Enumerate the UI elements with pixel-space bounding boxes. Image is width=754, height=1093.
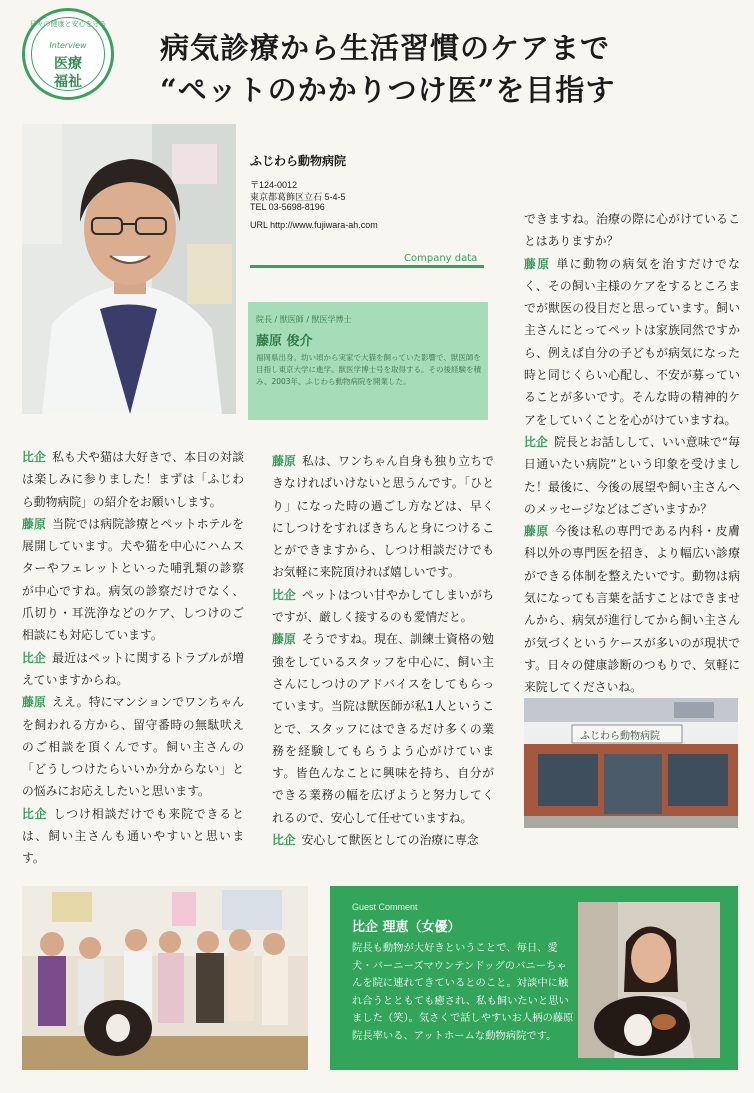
dialogue-paragraph (22, 691, 244, 802)
speaker-label: 比企 (22, 650, 47, 665)
clinic-address: 東京都葛飾区立石 5-4-5 (250, 192, 346, 202)
speaker-label: 藤原 (22, 695, 47, 710)
speaker-label: 比企 (524, 434, 549, 449)
dialogue-paragraph (22, 446, 244, 513)
dialogue-text: ええ。特にマンションでワンちゃんを飼われる方から、留守番時の無駄吠えのご相談を頂くんです。飼い主さんの「どうしつけたらいいか分からない」との悩みにお応えしたいと思います。 (22, 695, 244, 799)
speaker-label: 比企 (22, 806, 48, 821)
section-badge (22, 8, 114, 100)
clinic-url: URL http://www.fujiwara-ah.com (250, 220, 378, 230)
speaker-label: 藤原 (524, 256, 551, 271)
headline-line1: 病気診療から生活習慣のケアまで (160, 31, 611, 65)
clinic-phone: TEL 03-5698-8196 (250, 202, 325, 212)
dialogue-text: 安心して獣医としての治療に専念 (301, 833, 479, 848)
badge-ring-text: 日々の健康と安心を守る (29, 20, 107, 28)
dialogue-text: 院長とお話しして、いい意味で“毎日通いたい病院”という印象を受けました！最後に、今後の展望や飼い主さんへのメッセージなどはございますか？ (524, 434, 740, 516)
dialogue-text: しつけ相談だけでも来院できるとは、飼い主さんも通いやすいと思います。 (22, 806, 244, 866)
headline-line2: “ペットのかかりつけ医”を目指す (160, 73, 616, 107)
dialogue-text: 今後は私の専門である内科・皮膚科以外の専門医を招き、より幅広い診療ができる体制を整えたいです。動物は病気になっても言葉を話すことはできませんから、病気が進行してから飼い主さんが気づくというケースが多いのが現状です。日々の健康診断のつもりで、気軽に来院してくださいね。 (524, 524, 740, 695)
dialogue-paragraph (524, 253, 740, 431)
clinic-name: ふじわら動物病院 (250, 154, 347, 168)
speaker-label: 藤原 (272, 632, 297, 647)
dialogue-paragraph (22, 513, 244, 647)
dialogue-text: ペットはつい甘やかしてしまいがちですが、厳しく接するのも愛情だと。 (272, 587, 494, 625)
dialogue-text: 当院では病院診療とペットホテルを展開しています。犬や猫を中心にハムスターやフェレットといった哺乳類の診察が中心ですね。病気の診察だけでなく、爪切り・耳洗浄などのケア、しつけのご相談にも対応しています。 (22, 516, 244, 643)
dialogue-paragraph (524, 431, 740, 520)
staff-group-photo (22, 886, 308, 1070)
dialogue-paragraph (524, 208, 740, 253)
dialogue-paragraph (22, 647, 244, 692)
company-data-divider (250, 265, 484, 268)
doctor-title: 院長 / 獣医師 / 獣医学博士 (256, 315, 352, 324)
badge-line1: 医療 (54, 56, 82, 72)
dialogue-paragraph (524, 520, 740, 698)
guest-name: 比企 理恵（女優） (352, 920, 461, 935)
badge-line2: 福祉 (54, 74, 82, 90)
dialogue-text: 最近はペットに関するトラブルが増えていますからね。 (22, 650, 244, 687)
interview-column-3 (524, 208, 740, 699)
dialogue-text: そうですね。現在、訓練士資格の勉強をしているスタッフを中心に、飼い主さんにしつけのアドバイスをしてもらっています。当院は獣医師が私1人ということで、スタッフにはできるだけ多くの業務を経験してもらうよう心がけています。皆色んなことに興味を持ち、自分ができる業務の幅を広げようと努力してくれるので、安心して任せていますね。 (272, 632, 494, 825)
doctor-bio: 福岡県出身。幼い頃から実家で大猫を飼っていた影響で、獣医師を目指し東京大学に進学。獣医学博士号を取得する。その後経験を積み、2003年、ふじわら動物病院を開業した。 (256, 353, 481, 386)
dialogue-paragraph (272, 628, 494, 829)
dialogue-text: できますね。治療の際に心がけていることはありますか？ (524, 212, 740, 249)
company-data-label: Company data (404, 253, 478, 264)
dialogue-paragraph (272, 450, 494, 584)
speaker-label: 比企 (272, 587, 297, 602)
interview-column-2 (272, 450, 494, 851)
doctor-profile-box (248, 302, 488, 420)
dialogue-text: 私も犬や猫は大好きで、本日の対談は楽しみに参りました！まずは「ふじわら動物病院」の紹介をお願いします。 (22, 450, 244, 509)
guest-photo (578, 902, 720, 1058)
badge-interview-label: Interview (49, 41, 87, 50)
speaker-label: 比企 (22, 450, 47, 464)
dialogue-paragraph (272, 584, 494, 629)
guest-comment-label: Guest Comment (352, 902, 418, 912)
clinic-sign: ふじわら動物病院 (580, 731, 660, 742)
speaker-label: 比企 (272, 833, 296, 848)
speaker-label: 藤原 (524, 524, 549, 539)
dialogue-text: 私は、ワンちゃん自身も独り立ちできなければいけないと思うんです。「ひとり」になった時の過ごし方などは、早くにしつけをすればきちんと身につけることができますから、しつけ相談だけでもお気軽に来院頂ければ嬉しいです。 (272, 454, 494, 580)
clinic-exterior-photo (524, 698, 738, 828)
doctor-photo (22, 124, 236, 414)
dialogue-paragraph (22, 803, 244, 870)
dialogue-paragraph (272, 829, 494, 851)
doctor-name: 藤原 俊介 (256, 334, 313, 349)
speaker-label: 藤原 (272, 454, 297, 468)
guest-comment-text: 院長も動物が大好きということで、毎日、愛犬・バーニーズマウンテンドッグのバニーちゃんを院に連れてきているとのこと。対談中に触れ合うとともても癒され、私も飼いたいと思いました（笑）。気さくで話しやすいお人柄の藤原院長率いる、アットホームな動物病院です。 (352, 942, 574, 1042)
speaker-label: 藤原 (22, 516, 47, 531)
clinic-postal-code: 〒124-0012 (250, 180, 298, 190)
interview-column-1 (22, 446, 244, 870)
dialogue-text: 単に動物の病気を治すだけでなく、その飼い主様のケアをするところまでが獣医の役目だと思っています。飼い主さんにとってペットは家族同然ですから、例えば自分の子どもが病気になった時と同じくらい心配し、不安が募っていることが多いです。そんな時の精神的ケアをしていくことを心がけていますね。 (524, 256, 740, 427)
